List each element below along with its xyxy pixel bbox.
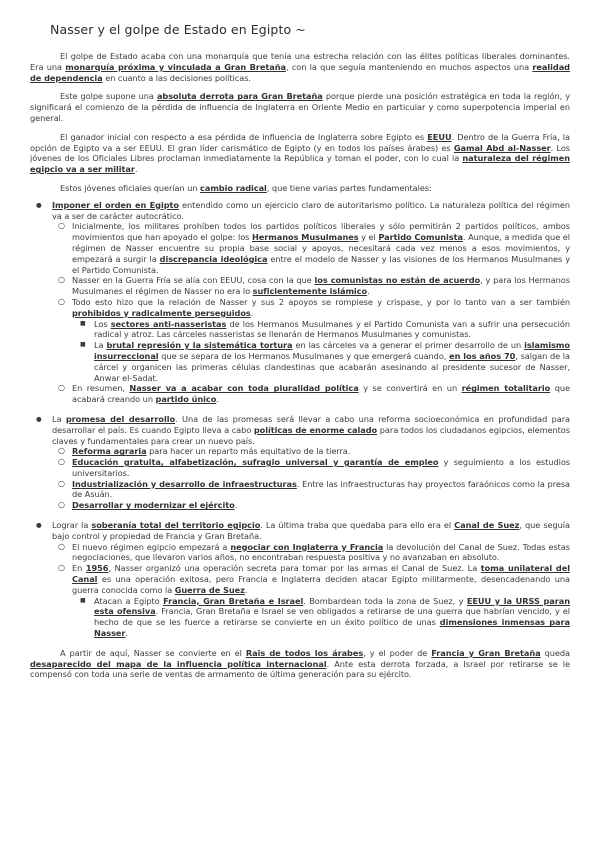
paragraph-4: Estos jóvenes oficiales querían un cambio radical, que tiene varias partes fundamentales: xyxy=(60,182,432,193)
emphasis-text: islamismo insurreccional xyxy=(94,340,570,361)
emphasis-text: desaparecido del mapa de la influencia política internacional xyxy=(30,658,327,669)
emphasis-text: EEUU y la URSS paran esta ofensiva xyxy=(94,595,570,617)
sub-item: ○ Inicialmente, los militares prohíben todos los partidos políticos liberales y sólo permitirán 2 partidos políticos, ambos movimientos que han apoyado el golpe: los Hermanos Musulmanes y el Partido Comunista. Aunque, a medida que el régimen de Nasser encuentre su propia base social y apoyos, necesitará cada vez menos a esos movimientos, y empezará a surgir la discrepancia ideológica entre el modelo de Nasser y las visiones de los Hermanos Musulmanes y el Partido Comunista. xyxy=(72,221,570,275)
emphasis-text: prohibidos y radicalmente perseguidos xyxy=(72,307,251,318)
list-item-desarrollo: ● La promesa del desarrollo. Una de las promesas será llevar a cabo una reforma socioeconómica en profundidad para desarrollar el país. Es cuando Egipto lleva a cabo políticas de enorme calado para todos los ciudadanos egipcios, elementos claves y fundamentales para crear un nuevo país. ○ Reforma agraria para hacer un reparto más equitativo de la tierra. ○ Educación gratuita, alfabetización, sufragio universal y garantía de empleo y seguimiento a los estudios universitarios. ○ Industrialización y desarrollo de infraestructuras. Entre las infraestructuras hay proyectos faraónicos como la presa de Asuán. ○ Desarrollar y modernizar el ejército. xyxy=(52,414,570,511)
paragraph-2: Este golpe supone una absoluta derrota para Gran Bretaña porque pierde una posición estratégica en toda la región, y significará el comienzo de la pérdida de influencia de Inglaterra en Oriente Medio en particular y como superpotencia imperial en general. xyxy=(30,91,571,123)
sub-item: ○ Todo esto hizo que la relación de Nasser y sus 2 apoyos se rompiese y crispase, y por lo tanto van a ser también prohibidos y radicalmente perseguidos. ■ Los sectores anti-nasseristas de los Hermanos Musulmanes y el Partido Comunista van a sufrir una persecución radical y atroz. Las cárceles nasseristas se llenarán de Hermanos Musulmanes y comunistas. ■ La brutal represión y la sistemática tortura en las cárceles va a generar el primer desarrollo de un islamismo insurreccional que se separa de los Hermanos Musulmanes y que emergerá cuando, en los años 70, salgan de la cárcel y organicen las primeras células clandestinas que acabarán asesinando al presidente sucesor de Nasser, Anwar el-Sadat. xyxy=(72,297,570,383)
sub-item: ○ Nasser en la Guerra Fría se alía con EEUU, cosa con la que los comunistas no están de acuerdo, y para los Hermanos Musulmanes el régimen de Nasser no era lo suficientemente islámico. xyxy=(72,275,570,297)
emphasis-text: partido único xyxy=(155,394,217,405)
emphasis-text: naturaleza del régimen egipcio va a ser militar xyxy=(30,153,570,175)
emphasis-text: cambio radical xyxy=(200,182,267,193)
list-item-orden: ● Imponer el orden en Egipto entendido como un ejercicio claro de autoritarismo político. La naturaleza política del régimen va a ser de carácter autocrático. ○ Inicialmente, los militares prohíben todos los partidos políticos liberales y sólo permitirán 2 partidos políticos, ambos movimientos que han apoyado el golpe: los Hermanos Musulmanes y el Partido Comunista. Aunque, a medida que el régimen de Nasser encuentre su propia base social y apoyos, necesitará cada vez menos a esos movimientos, y empezará a surgir la discrepancia ideológica entre el modelo de Nasser y las visiones de los Hermanos Musulmanes y el Partido Comunista. ○ Nasser en la Guerra Fría se alía con EEUU, cosa con la que los comunistas no están de acuerdo, y para los Hermanos Musulmanes el régimen de Nasser no era lo suficientemente islámico. ○ Todo esto hizo que la relación de Nasser y sus 2 apoyos se rompiese y crispase, y por lo tanto van a ser también prohibidos y radicalmente perseguidos. ■ Los sectores anti-nasseristas de los Hermanos Musulmanes y el Partido Comunista van a sufrir una persecución radical y atroz. Las cárceles nasseristas se llenarán de Hermanos Musulmanes y comunistas. ■ La brutal represión y la sistemática tortura en las cárceles va a generar el primer desarrollo de un islamismo insurreccional que se separa de los Hermanos Musulmanes y que emergerá cuando, en los años 70, salgan de la cárcel y organicen las primeras células clandestinas que acabarán asesinando al presidente sucesor de Nasser, Anwar el-Sadat. ○ En resumen, Nasser va a acabar con toda pluralidad política y se convertirá en un régimen totalitario que acabará creando un partido único. xyxy=(52,200,570,405)
emphasis-text: en los años 70 xyxy=(449,350,516,361)
emphasis-text: soberanía total del territorio egipcio xyxy=(91,520,261,531)
emphasis-text: Francia y Gran Bretaña xyxy=(431,647,541,658)
sub-item: ○ Reforma agraria para hacer un reparto más equitativo de la tierra. xyxy=(72,446,570,457)
emphasis-text: absoluta derrota para Gran Bretaña xyxy=(156,91,323,102)
emphasis-text: Industrialización y desarrollo de infraestructuras xyxy=(72,478,297,489)
emphasis-text: régimen totalitario xyxy=(461,383,551,394)
emphasis-text: brutal represión y la sistemática tortura xyxy=(106,340,293,351)
emphasis-text: Canal de Suez xyxy=(454,520,520,531)
emphasis-text: los comunistas no están de acuerdo xyxy=(314,275,481,286)
sub-sub-item: ■ Atacan a Egipto Francia, Gran Bretaña e Israel. Bombardean toda la zona de Suez, y EEUU y la URSS paran esta ofensiva. Francia, Gran Bretaña e Israel se ven obligados a retirarse de una guerra que habrían vencido, y el hecho de que se les fuerce a retirarse se convierte en un éxito político de unas dimensiones inmensas para Nasser. xyxy=(94,596,570,639)
emphasis-text: realidad de dependencia xyxy=(30,61,570,83)
emphasis-text: suficientemente islámico xyxy=(252,286,368,297)
emphasis-text: Nasser va a acabar con toda pluralidad política xyxy=(129,383,359,394)
sub-item: ○ Desarrollar y modernizar el ejército. xyxy=(72,500,570,511)
paragraph-5: A partir de aquí, Nasser se convierte en el Raïs de todos los árabes, y el poder de Francia y Gran Bretaña queda desaparecido del mapa de la influencia política internacional. Ante esta derrota forzada, a Israel por retirarse se le compensó con toda una serie de ventas de armamento de última generación para su ejército. xyxy=(30,647,571,680)
page-title: Nasser y el golpe de Estado en Egipto ~ xyxy=(50,22,306,37)
emphasis-text: Imponer el orden en Egipto xyxy=(52,199,179,210)
emphasis-text: Educación gratuita, alfabetización, sufragio universal y garantía de empleo xyxy=(72,457,439,468)
sub-item: ○ En 1956, Nasser organizó una operación secreta para tomar por las armas el Canal de Suez. La toma unilateral del Canal es una operación exitosa, pero Francia e Inglaterra deciden atacar Egipto militarmente, desencadenando una guerra conocida como la Guerra de Suez. ■ Atacan a Egipto Francia, Gran Bretaña e Israel. Bombardean toda la zona de Suez, y EEUU y la URSS paran esta ofensiva. Francia, Gran Bretaña e Israel se ven obligados a retirarse de una guerra que habrían vencido, y el hecho de que se les fuerce a retirarse se convierte en un éxito político de unas dimensiones inmensas para Nasser. xyxy=(72,563,570,639)
emphasis-text: promesa del desarrollo xyxy=(65,413,176,424)
sub-item: ○ Industrialización y desarrollo de infraestructuras. Entre las infraestructuras hay proyectos faraónicos como la presa de Asuán. xyxy=(72,479,570,501)
paragraph-1: El golpe de Estado acaba con una monarquía que tenía una estrecha relación con las élites políticas liberales dominantes. Era una monarquía próxima y vinculada a Gran Bretaña, con la que seguía manteniendo en muchos aspectos una realidad de dependencia en cuanto a las decisiones políticas. xyxy=(30,51,570,83)
emphasis-text: negociar con Inglaterra y Francia xyxy=(230,541,384,552)
emphasis-text: Raïs de todos los árabes xyxy=(245,647,364,658)
emphasis-text: Reforma agraria xyxy=(72,446,147,457)
main-list xyxy=(30,200,570,639)
document-page xyxy=(30,22,570,688)
sub-item: ○ En resumen, Nasser va a acabar con toda pluralidad política y se convertirá en un régimen totalitario que acabará creando un partido único. xyxy=(72,383,570,405)
emphasis-text: Gamal Abd al-Nasser xyxy=(453,142,551,153)
emphasis-text: políticas de enorme calado xyxy=(253,424,378,435)
emphasis-text: Desarrollar y modernizar el ejército xyxy=(72,500,235,511)
emphasis-text: toma unilateral del Canal xyxy=(72,563,570,585)
paragraph-3: El ganador inicial con respecto a esa pérdida de influencia de Inglaterra sobre Egipto es EEUU. Dentro de la Guerra Fría, la opción de Egipto va a ser EEUU. El gran líder carismático de Egipto (y en todos los países árabes) es Gamal Abd al-Nasser. Los jóvenes de los Oficiales Libres proclaman inmediatamente la República y toman el poder, con lo cual la naturaleza del régimen egipcio va a ser militar. xyxy=(30,131,571,175)
emphasis-text: Partido Comunista xyxy=(378,232,463,243)
list-item-soberania: ● Lograr la soberanía total del territorio egipcio. La última traba que quedaba para ello era el Canal de Suez, que seguía bajo control y propiedad de Francia y Gran Bretaña. ○ El nuevo régimen egipcio empezará a negociar con Inglaterra y Francia la devolución del Canal de Suez. Todas estas negociaciones, que llevaron varios años, no encontraban respuesta positiva y no avanzaban en absoluto. ○ En 1956, Nasser organizó una operación secreta para tomar por las armas el Canal de Suez. La toma unilateral del Canal es una operación exitosa, pero Francia e Inglaterra deciden atacar Egipto militarmente, desencadenando una guerra conocida como la Guerra de Suez. ■ Atacan a Egipto Francia, Gran Bretaña e Israel. Bombardean toda la zona de Suez, y EEUU y la URSS paran esta ofensiva. Francia, Gran Bretaña e Israel se ven obligados a retirarse de una guerra que habrían vencido, y el hecho de que se les fuerce a retirarse se convierte en un éxito político de unas dimensiones inmensas para Nasser. xyxy=(52,520,570,639)
sub-sub-item: ■ Los sectores anti-nasseristas de los Hermanos Musulmanes y el Partido Comunista van a sufrir una persecución radical y atroz. Las cárceles nasseristas se llenarán de Hermanos Musulmanes y comunistas. xyxy=(94,319,570,341)
emphasis-text: monarquía próxima y vinculada a Gran Bretaña xyxy=(65,61,286,72)
emphasis-text: discrepancia ideológica xyxy=(159,253,268,264)
emphasis-text: 1956 xyxy=(85,563,109,574)
sub-sub-item: ■ La brutal represión y la sistemática tortura en las cárceles va a generar el primer desarrollo de un islamismo insurreccional que se separa de los Hermanos Musulmanes y que emergerá cuando, en los años 70, salgan de la cárcel y organicen las primeras células clandestinas que acabarán asesinando al presidente sucesor de Nasser, Anwar el-Sadat. xyxy=(94,340,570,383)
sub-item: ○ Educación gratuita, alfabetización, sufragio universal y garantía de empleo y seguimiento a los estudios universitarios. xyxy=(72,457,570,479)
emphasis-text: Guerra de Suez xyxy=(174,584,245,595)
emphasis-text: dimensiones inmensas para Nasser xyxy=(94,617,570,639)
emphasis-text: Francia, Gran Bretaña e Israel xyxy=(163,595,304,606)
sub-item: ○ El nuevo régimen egipcio empezará a negociar con Inglaterra y Francia la devolución del Canal de Suez. Todas estas negociaciones, que llevaron varios años, no encontraban respuesta positiva y no avanzaban en absoluto. xyxy=(72,542,570,564)
emphasis-text: EEUU xyxy=(427,131,452,142)
emphasis-text: sectores anti-nasseristas xyxy=(110,318,227,329)
emphasis-text: Hermanos Musulmanes xyxy=(251,232,359,243)
